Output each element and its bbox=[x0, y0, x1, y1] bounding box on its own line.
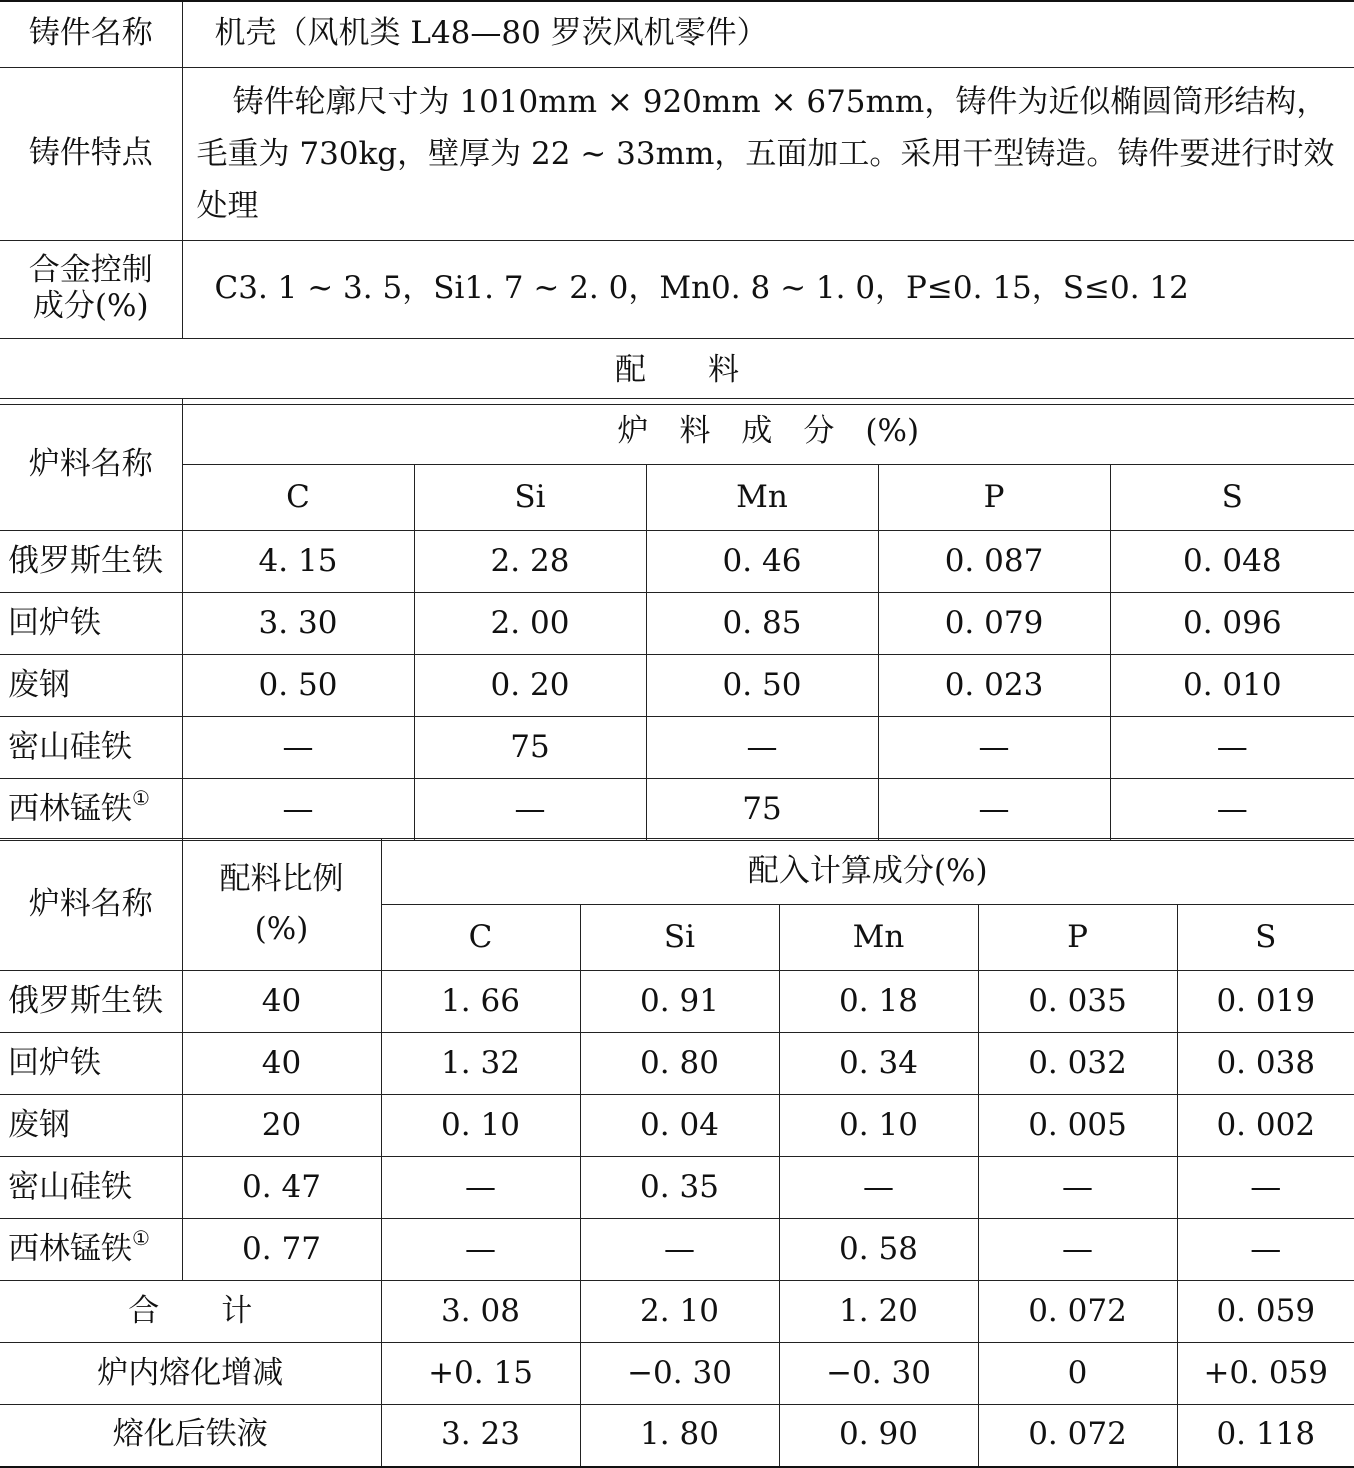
summary-value: +0. 059 bbox=[1177, 1343, 1354, 1405]
calc-material-name-cell bbox=[0, 1033, 182, 1095]
calculated-value: 0. 35 bbox=[580, 1157, 779, 1219]
calc-col-header-si: Si bbox=[580, 905, 779, 971]
charge-material-name: 废钢 bbox=[8, 666, 70, 703]
composition-value: 0. 50 bbox=[646, 655, 878, 717]
calculated-value: 0. 038 bbox=[1177, 1033, 1354, 1095]
calculated-value: 0. 019 bbox=[1177, 971, 1354, 1033]
ratio-value: 0. 77 bbox=[182, 1219, 381, 1281]
calculated-value: 0. 80 bbox=[580, 1033, 779, 1095]
table-row bbox=[0, 1095, 1354, 1157]
casting-feature-value: 铸件轮廓尺寸为 1010mm × 920mm × 675mm，铸件为近似椭圆筒形结构，毛重为 730kg，壁厚为 22 ~ 33mm，五面加工。采用干型铸造。铸件要进行时效处理 bbox=[196, 83, 1335, 224]
col-header-si: Si bbox=[414, 465, 646, 531]
calc-col-header-mn: Mn bbox=[779, 905, 978, 971]
composition-value: 0. 079 bbox=[878, 593, 1110, 655]
table-row bbox=[0, 1033, 1354, 1095]
charge-material-name: 西林锰铁 bbox=[8, 790, 132, 827]
summary-value: 1. 20 bbox=[779, 1281, 978, 1343]
calc-material-name: 俄罗斯生铁 bbox=[8, 982, 163, 1019]
summary-value: −0. 30 bbox=[779, 1343, 978, 1405]
calculated-value: 0. 10 bbox=[779, 1095, 978, 1157]
calculated-value: — bbox=[978, 1157, 1177, 1219]
summary-value: 0. 072 bbox=[978, 1405, 1177, 1467]
composition-value: 2. 28 bbox=[414, 531, 646, 593]
charge-material-name-footnote-mark: ① bbox=[132, 785, 150, 810]
ratio-value: 20 bbox=[182, 1095, 381, 1157]
calculated-rows bbox=[0, 971, 1354, 1281]
summary-label: 熔化后铁液 bbox=[0, 1405, 381, 1467]
charge-group-header: 炉 料 成 分 (%) bbox=[182, 399, 1354, 465]
calc-col-header-c: C bbox=[381, 905, 580, 971]
col-header-mn: Mn bbox=[646, 465, 878, 531]
table-row bbox=[0, 531, 1354, 593]
summary-value: 0. 118 bbox=[1177, 1405, 1354, 1467]
summary-label: 合 计 bbox=[0, 1281, 381, 1343]
calc-group-header: 配入计算成分(%) bbox=[381, 839, 1354, 905]
calc-ratio-header bbox=[182, 839, 381, 971]
composition-value: — bbox=[182, 717, 414, 779]
calc-ratio-header-line2: (%) bbox=[254, 910, 309, 947]
calc-material-name-cell bbox=[0, 1219, 182, 1281]
summary-value: 3. 08 bbox=[381, 1281, 580, 1343]
col-header-c: C bbox=[182, 465, 414, 531]
summary-row bbox=[0, 1281, 1354, 1343]
col-header-s: S bbox=[1110, 465, 1354, 531]
composition-value: — bbox=[414, 779, 646, 841]
calc-material-name: 西林锰铁 bbox=[8, 1230, 132, 1267]
composition-value: 0. 50 bbox=[182, 655, 414, 717]
summary-label: 炉内熔化增减 bbox=[0, 1343, 381, 1405]
calculated-value: — bbox=[580, 1219, 779, 1281]
composition-value: 0. 85 bbox=[646, 593, 878, 655]
table-row bbox=[0, 971, 1354, 1033]
ratio-value: 0. 47 bbox=[182, 1157, 381, 1219]
calc-material-name-cell bbox=[0, 1095, 182, 1157]
charge-material-name-cell bbox=[0, 531, 182, 593]
calc-col-header-p: P bbox=[978, 905, 1177, 971]
summary-value: 0. 059 bbox=[1177, 1281, 1354, 1343]
calculated-value: — bbox=[381, 1157, 580, 1219]
charge-material-name: 回炉铁 bbox=[8, 604, 101, 641]
calculated-value: 0. 91 bbox=[580, 971, 779, 1033]
charge-material-name: 俄罗斯生铁 bbox=[8, 542, 163, 579]
composition-value: — bbox=[878, 717, 1110, 779]
composition-value: 75 bbox=[414, 717, 646, 779]
casting-feature-label: 铸件特点 bbox=[0, 67, 182, 240]
composition-value: — bbox=[1110, 717, 1354, 779]
summary-value: +0. 15 bbox=[381, 1343, 580, 1405]
summary-row bbox=[0, 1343, 1354, 1405]
calculated-value: 1. 32 bbox=[381, 1033, 580, 1095]
table-row bbox=[0, 779, 1354, 841]
summary-rows bbox=[0, 1281, 1354, 1467]
charge-material-name: 密山硅铁 bbox=[8, 728, 132, 765]
alloy-value: C3. 1 ~ 3. 5，Si1. 7 ~ 2. 0，Mn0. 8 ~ 1. 0，P≤0. 15，S≤0. 12 bbox=[182, 240, 1354, 338]
composition-value: 3. 30 bbox=[182, 593, 414, 655]
casting-feature-cell bbox=[182, 67, 1354, 240]
charge-material-name-cell bbox=[0, 779, 182, 841]
calculated-value: — bbox=[381, 1219, 580, 1281]
calculated-value: 0. 005 bbox=[978, 1095, 1177, 1157]
summary-value: 3. 23 bbox=[381, 1405, 580, 1467]
charge-composition-table bbox=[0, 398, 1354, 841]
ratio-value: 40 bbox=[182, 971, 381, 1033]
composition-value: 0. 023 bbox=[878, 655, 1110, 717]
composition-value: — bbox=[1110, 779, 1354, 841]
calc-material-name: 密山硅铁 bbox=[8, 1168, 132, 1205]
table-row bbox=[0, 1219, 1354, 1281]
calc-name-header: 炉料名称 bbox=[0, 839, 182, 971]
calculated-value: — bbox=[1177, 1219, 1354, 1281]
calc-material-name-cell bbox=[0, 1157, 182, 1219]
col-header-p: P bbox=[878, 465, 1110, 531]
calculated-value: 0. 18 bbox=[779, 971, 978, 1033]
calc-material-name-cell bbox=[0, 971, 182, 1033]
casting-info-table bbox=[0, 0, 1354, 405]
composition-value: 4. 15 bbox=[182, 531, 414, 593]
calculated-value: 1. 66 bbox=[381, 971, 580, 1033]
composition-value: 0. 087 bbox=[878, 531, 1110, 593]
calc-material-name: 回炉铁 bbox=[8, 1044, 101, 1081]
summary-value: 0. 072 bbox=[978, 1281, 1177, 1343]
alloy-label-cell bbox=[0, 240, 182, 338]
calculated-composition-table bbox=[0, 838, 1354, 1468]
composition-value: 75 bbox=[646, 779, 878, 841]
summary-value: −0. 30 bbox=[580, 1343, 779, 1405]
charge-material-name-cell bbox=[0, 593, 182, 655]
charge-composition-rows bbox=[0, 531, 1354, 841]
table-row bbox=[0, 717, 1354, 779]
composition-value: — bbox=[878, 779, 1110, 841]
composition-value: 0. 096 bbox=[1110, 593, 1354, 655]
calculated-value: 0. 04 bbox=[580, 1095, 779, 1157]
calculated-value: 0. 10 bbox=[381, 1095, 580, 1157]
summary-value: 2. 10 bbox=[580, 1281, 779, 1343]
casting-name-value: 机壳（风机类 L48—80 罗茨风机零件） bbox=[182, 1, 1354, 67]
calc-ratio-header-line1: 配料比例 bbox=[219, 860, 344, 897]
calc-col-header-s: S bbox=[1177, 905, 1354, 971]
charge-material-name-cell bbox=[0, 717, 182, 779]
composition-value: — bbox=[182, 779, 414, 841]
calculated-value: — bbox=[1177, 1157, 1354, 1219]
composition-value: — bbox=[646, 717, 878, 779]
calculated-value: 0. 032 bbox=[978, 1033, 1177, 1095]
calculated-value: 0. 34 bbox=[779, 1033, 978, 1095]
calc-material-name: 废钢 bbox=[8, 1106, 70, 1143]
summary-row bbox=[0, 1405, 1354, 1467]
summary-value: 0 bbox=[978, 1343, 1177, 1405]
charge-name-header: 炉料名称 bbox=[0, 399, 182, 531]
composition-value: 0. 010 bbox=[1110, 655, 1354, 717]
calculated-value: — bbox=[978, 1219, 1177, 1281]
calculated-value: 0. 002 bbox=[1177, 1095, 1354, 1157]
summary-value: 1. 80 bbox=[580, 1405, 779, 1467]
summary-value: 0. 90 bbox=[779, 1405, 978, 1467]
calculated-value: — bbox=[779, 1157, 978, 1219]
calculated-value: 0. 035 bbox=[978, 971, 1177, 1033]
composition-value: 0. 048 bbox=[1110, 531, 1354, 593]
composition-value: 0. 46 bbox=[646, 531, 878, 593]
table-row bbox=[0, 655, 1354, 717]
composition-value: 0. 20 bbox=[414, 655, 646, 717]
ratio-value: 40 bbox=[182, 1033, 381, 1095]
alloy-label-line2: 成分(%) bbox=[32, 288, 149, 324]
table-row bbox=[0, 1157, 1354, 1219]
calc-material-name-footnote-mark: ① bbox=[132, 1225, 150, 1250]
casting-name-label: 铸件名称 bbox=[0, 1, 182, 67]
calculated-value: 0. 58 bbox=[779, 1219, 978, 1281]
alloy-label-line1: 合金控制 bbox=[28, 252, 153, 289]
charge-material-name-cell bbox=[0, 655, 182, 717]
section-title: 配 料 bbox=[0, 338, 1354, 404]
table-row bbox=[0, 593, 1354, 655]
composition-value: 2. 00 bbox=[414, 593, 646, 655]
